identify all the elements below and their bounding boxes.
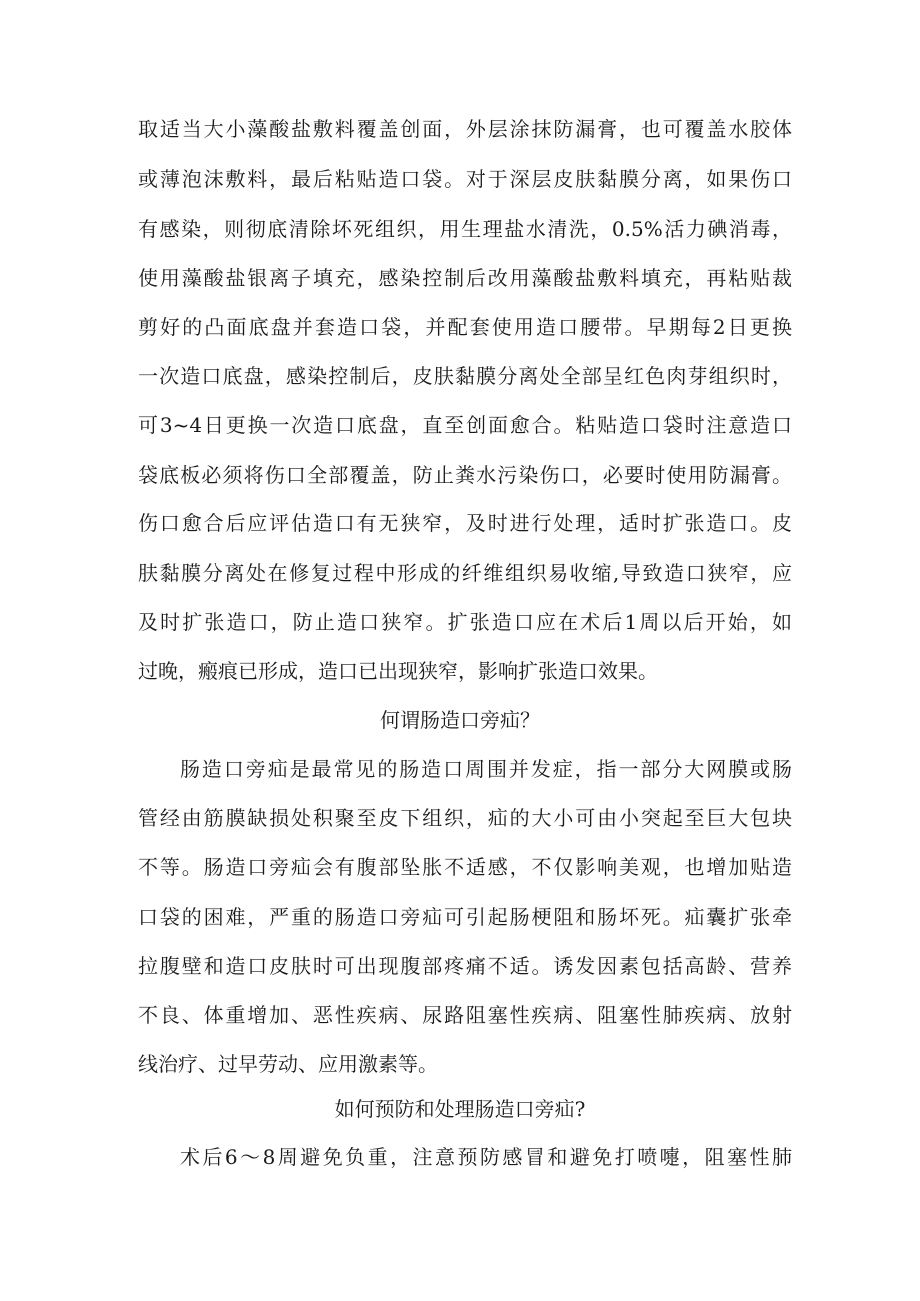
paragraph-line: 线治疗、过早劳动、应用激素等。 [138,1052,438,1076]
paragraph-line: 过晚，瘢痕已形成，造口已出现狭窄，影响扩张造口效果。 [138,659,658,683]
paragraph-line: 术后6～8周避免负重，注意预防感冒和避免打喷嚏，阻塞性肺 [180,1145,792,1169]
paragraph-line: 取适当大小藻酸盐敷料覆盖创面，外层涂抹防漏膏，也可覆盖水胶体 [138,117,792,141]
paragraph-line: 口袋的困难，严重的肠造口旁疝可引起肠梗阻和肠坏死。疝囊扩张牵 [138,905,792,929]
paragraph-line: 可3~4日更换一次造口底盘，直至创面愈合。粘贴造口袋时注意造口 [138,413,792,437]
paragraph-line: 伤口愈合后应评估造口有无狭窄，及时进行处理，适时扩张造口。皮 [138,511,792,535]
paragraph-line: 一次造口底盘，感染控制后，皮肤黏膜分离处全部呈红色肉芽组织时， [138,364,792,388]
paragraph-line: 使用藻酸盐银离子填充，感染控制后改用藻酸盐敷料填充，再粘贴裁 [138,266,792,290]
section-heading: 如何预防和处理肠造口旁疝? [334,1097,586,1121]
paragraph-line: 管经由筋膜缺损处积聚至皮下组织，疝的大小可由小突起至巨大包块 [138,806,792,830]
paragraph-line: 剪好的凸面底盘并套造口袋，并配套使用造口腰带。早期每2日更换 [138,315,792,339]
paragraph-line: 不等。肠造口旁疝会有腹部坠胀不适感，不仅影响美观，也增加贴造 [138,855,792,879]
paragraph-line: 及时扩张造口，防止造口狭窄。扩张造口应在术后1周以后开始，如 [138,610,792,634]
section-heading: 何谓肠造口旁疝？ [380,708,540,732]
paragraph-line: 袋底板必须将伤口全部覆盖，防止粪水污染伤口，必要时使用防漏膏。 [138,463,792,487]
paragraph-line: 肤黏膜分离处在修复过程中形成的纤维组织易收缩,导致造口狭窄，应 [138,561,792,585]
paragraph-line: 拉腹壁和造口皮肤时可出现腹部疼痛不适。诱发因素包括高龄、营养 [138,954,792,978]
paragraph-line: 肠造口旁疝是最常见的肠造口周围并发症，指一部分大网膜或肠 [180,757,792,781]
paragraph-line: 或薄泡沫敷料，最后粘贴造口袋。对于深层皮肤黏膜分离，如果伤口 [138,167,792,191]
paragraph-line: 不良、体重增加、恶性疾病、尿路阻塞性疾病、阻塞性肺疾病、放射 [138,1003,792,1027]
paragraph-line: 有感染，则彻底清除坏死组织，用生理盐水清洗，0.5%活力碘消毒， [138,217,792,241]
